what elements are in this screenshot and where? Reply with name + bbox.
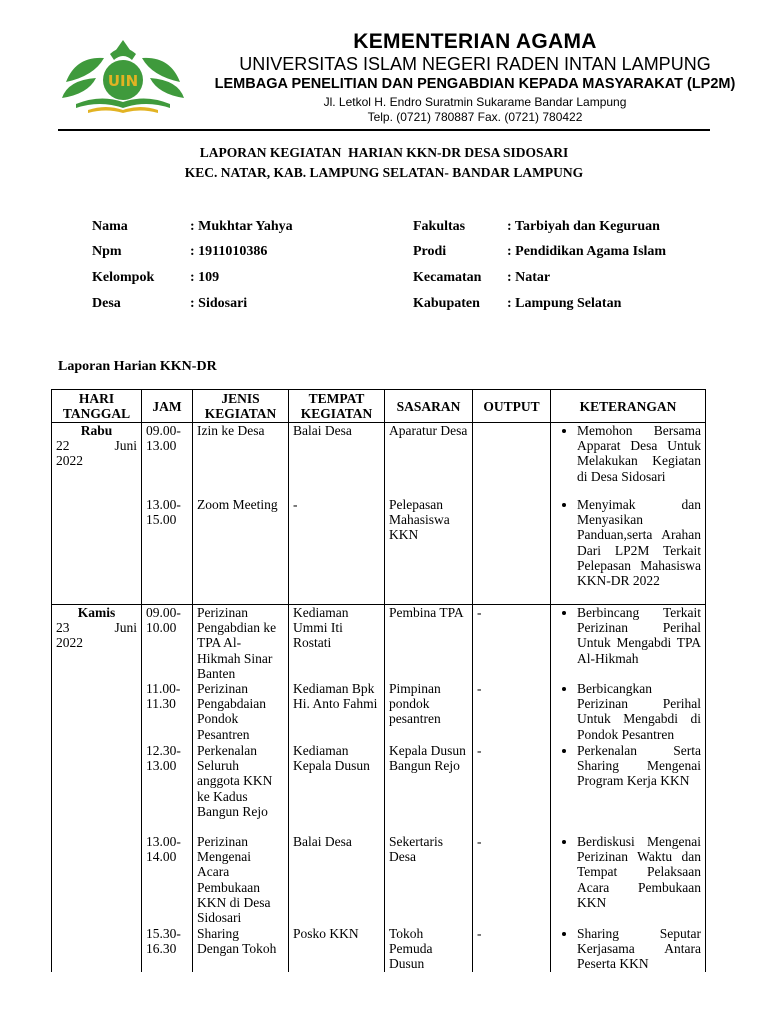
section-title: Laporan Harian KKN-DR [58, 359, 217, 374]
day-cell [52, 605, 142, 973]
sasaran-cell: Aparatur Desa [385, 423, 473, 498]
jenis-cell: Perizinan Pengabdian ke TPA Al-Hikmah Sinar Banten [193, 605, 289, 682]
fakultas-label: Fakultas [413, 219, 466, 234]
output-cell: - [473, 743, 551, 834]
jam-cell: 13.00-15.00 [142, 497, 193, 605]
header-tempat-kegiatan: TEMPAT KEGIATAN [289, 390, 385, 423]
activity-table [51, 389, 706, 972]
desa-value: : Sidosari [190, 296, 248, 311]
report-title: LAPORAN KEGIATAN HARIAN KKN-DR DESA SIDOSARI [199, 145, 569, 160]
table-header-row [52, 390, 706, 423]
jenis-cell: Perizinan Mengenai Acara Pembukaan KKN di Desa Sidosari [193, 834, 289, 926]
svg-text:UIN: UIN [107, 72, 139, 90]
tempat-cell: Kediaman Kepala Dusun [289, 743, 385, 834]
jam-cell: 11.00-11.30 [142, 681, 193, 743]
day-date: 22 Juni [56, 438, 137, 454]
kabupaten-value: : Lampung Selatan [507, 296, 622, 311]
tempat-cell: Posko KKN [289, 926, 385, 972]
kabupaten-label: Kabupaten [413, 296, 480, 311]
day-year: 2022 [56, 453, 83, 469]
nama-value: : Mukhtar Yahya [190, 219, 293, 234]
keterangan-cell [551, 834, 706, 926]
keterangan-cell [551, 926, 706, 972]
keterangan-cell [551, 743, 706, 834]
header-jam: JAM [142, 390, 193, 423]
header-output: OUTPUT [473, 390, 551, 423]
keterangan-item: • Berdiskusi Mengenai Perizinan Waktu dan Tempat Pelaksaan Acara Pembukaan KKN [577, 834, 701, 910]
jam-cell: 09.00-10.00 [142, 605, 193, 682]
address: Jl. Letkol H. Endro Suratmin Sukarame Bandar Lampung [323, 95, 627, 109]
table-row [52, 605, 706, 682]
sasaran-cell: Sekertaris Desa [385, 834, 473, 926]
desa-label: Desa [92, 296, 121, 311]
header-keterangan: KETERANGAN [551, 390, 706, 423]
output-cell: - [473, 681, 551, 743]
prodi-value: : Pendidikan Agama Islam [507, 244, 667, 259]
table-row [52, 834, 706, 926]
tempat-cell: Kediaman Ummi Iti Rostati [289, 605, 385, 682]
kelompok-value: : 109 [190, 270, 220, 285]
day-cell [52, 423, 142, 605]
keterangan-item: • Perkenalan Serta Sharing Mengenai Program Kerja KKN [577, 743, 701, 789]
kelompok-label: Kelompok [92, 270, 155, 285]
jam-cell: 12.30-13.00 [142, 743, 193, 834]
keterangan-cell [551, 423, 706, 498]
kecamatan-value: : Natar [507, 270, 551, 285]
keterangan-item: • Menyimak dan Menyasikan Panduan,serta Arahan Dari LP2M Terkait Pelepasan Mahasiswa KKN-DR 2022 [577, 497, 701, 588]
table-row [52, 743, 706, 834]
jenis-cell: Perizinan Pengabdaian Pondok Pesantren [193, 681, 289, 743]
jenis-cell: Zoom Meeting [193, 497, 289, 605]
output-cell: - [473, 834, 551, 926]
npm-value: : 1911010386 [190, 244, 268, 259]
day-year: 2022 [56, 635, 83, 651]
keterangan-item: • Berbincang Terkait Perizinan Perihal Untuk Mengabdi TPA Al-Hikmah [577, 605, 701, 666]
jam-cell: 09.00-13.00 [142, 423, 193, 498]
header-divider [58, 129, 710, 131]
jenis-cell: Izin ke Desa [193, 423, 289, 498]
header-hari-tanggal: HARI TANGGAL [52, 390, 142, 423]
phone-fax: Telp. (0721) 780887 Fax. (0721) 780422 [367, 110, 583, 124]
output-cell [473, 497, 551, 605]
tempat-cell: Balai Desa [289, 834, 385, 926]
table-row [52, 497, 706, 605]
institute-name: LEMBAGA PENELITIAN DAN PENGABDIAN KEPADA MASYARAKAT (LP2M) [214, 76, 736, 92]
tempat-cell: - [289, 497, 385, 605]
output-cell: - [473, 605, 551, 682]
sasaran-cell: Pimpinan pondok pesantren [385, 681, 473, 743]
report-subtitle: KEC. NATAR, KAB. LAMPUNG SELATAN- BANDAR LAMPUNG [184, 165, 584, 180]
header-jenis-kegiatan: JENIS KEGIATAN [193, 390, 289, 423]
jenis-cell: Perkenalan Seluruh anggota KKN ke Kadus Bangun Rejo [193, 743, 289, 834]
sasaran-cell: Pembina TPA [385, 605, 473, 682]
nama-label: Nama [92, 219, 128, 234]
tempat-cell: Kediaman Bpk Hi. Anto Fahmi [289, 681, 385, 743]
keterangan-cell [551, 681, 706, 743]
output-cell: - [473, 926, 551, 972]
day-date: 23 Juni [56, 620, 137, 636]
sasaran-cell: Pelepasan Mahasiswa KKN [385, 497, 473, 605]
sasaran-cell: Kepala Dusun Bangun Rejo [385, 743, 473, 834]
fakultas-value: : Tarbiyah dan Keguruan [507, 219, 660, 234]
keterangan-item: • Berbicangkan Perizinan Perihal Untuk Mengabdi di Pondok Pesantren [577, 681, 701, 742]
day-name: Kamis [77, 605, 116, 620]
output-cell [473, 423, 551, 498]
ministry-name: KEMENTERIAN AGAMA [353, 30, 597, 53]
table-row [52, 681, 706, 743]
day-name: Rabu [80, 423, 113, 438]
jam-cell: 15.30-16.30 [142, 926, 193, 972]
prodi-label: Prodi [413, 244, 447, 259]
university-name: UNIVERSITAS ISLAM NEGERI RADEN INTAN LAMPUNG [239, 54, 711, 74]
table-row [52, 423, 706, 498]
keterangan-cell [551, 605, 706, 682]
table-row [52, 926, 706, 972]
jam-cell: 13.00-14.00 [142, 834, 193, 926]
header-sasaran: SASARAN [385, 390, 473, 423]
keterangan-item: • Sharing Seputar Kerjasama Antara Peserta KKN [577, 926, 701, 972]
sasaran-cell: Tokoh Pemuda Dusun [385, 926, 473, 972]
tempat-cell: Balai Desa [289, 423, 385, 498]
keterangan-item: • Memohon Bersama Apparat Desa Untuk Melakukan Kegiatan di Desa Sidosari [577, 423, 701, 484]
uin-logo [58, 36, 188, 114]
jenis-cell: Sharing Dengan Tokoh [193, 926, 289, 972]
keterangan-cell [551, 497, 706, 605]
npm-label: Npm [92, 244, 122, 259]
kecamatan-label: Kecamatan [413, 270, 482, 285]
